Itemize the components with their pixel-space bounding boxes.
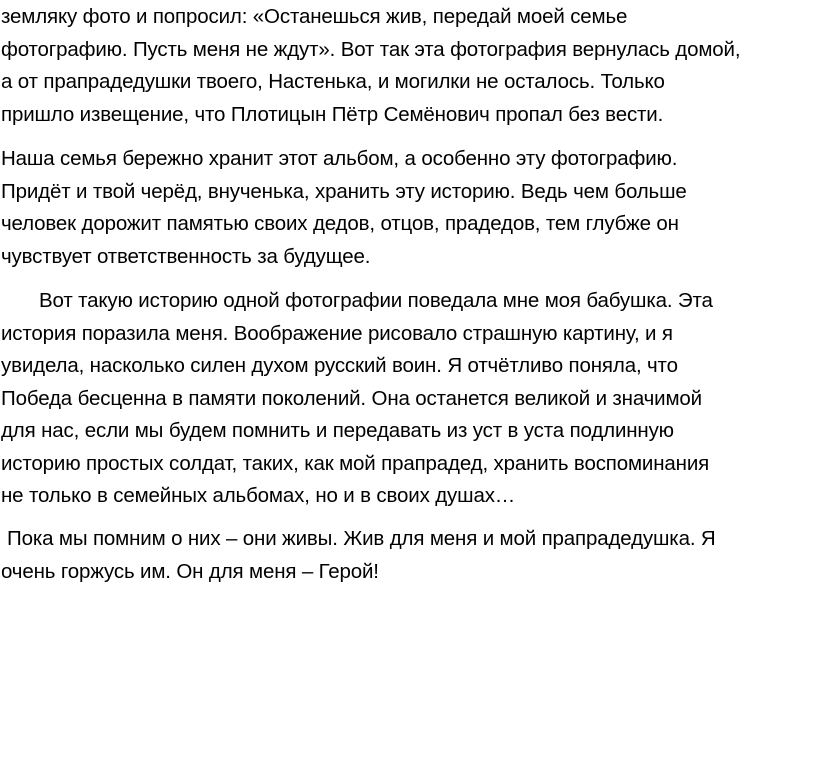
text-line: Вот такую историю одной фотографии поведала мне моя бабушка. Эта	[39, 289, 713, 312]
paragraph-4	[1, 523, 716, 588]
text-line: история поразила меня. Воображение рисовало страшную картину, и я	[1, 321, 673, 345]
text-line: человек дорожит памятью своих дедов, отцов, прадедов, тем глубже он	[1, 212, 679, 235]
text-line: историю простых солдат, таких, как мой прапрадед, хранить воспоминания	[1, 451, 710, 475]
text-line: фотографию. Пусть меня не ждут». Вот так эта фотография вернулась домой,	[1, 37, 741, 61]
text-line: Пока мы помним о них – они живы. Жив для меня и мой прапрадедушка. Я	[7, 527, 716, 550]
text-line: не только в семейных альбомах, но и в своих душах…	[1, 484, 516, 507]
text-line: Победа бесценна в памяти поколений. Она останется великой и значимой	[1, 386, 702, 410]
text-line: чувствует ответственность за будущее.	[1, 244, 371, 268]
text-line: для нас, если мы будем помнить и передавать из уст в уста подлинную	[1, 419, 674, 442]
paragraph-3	[1, 285, 713, 513]
text-line: Наша семья бережно хранит этот альбом, а особенно эту фотографию.	[1, 147, 678, 170]
text-line: очень горжусь им. Он для меня – Герой!	[1, 559, 379, 583]
text-line: а от прапрадедушки твоего, Настенька, и могилки не осталось. Только	[1, 70, 665, 93]
paragraph-1	[1, 1, 740, 131]
text-line: земляку фото и попросил: «Останешься жив, передай моей семье	[1, 5, 628, 28]
text-line: Придёт и твой черёд, внученька, хранить эту историю. Ведь чем больше	[1, 179, 687, 203]
paragraph-2	[1, 143, 687, 273]
text-line: увидела, насколько силен духом русский воин. Я отчётливо поняла, что	[1, 354, 678, 377]
text-line: пришло извещение, что Плотицын Пётр Семёнович пропал без вести.	[1, 102, 664, 126]
